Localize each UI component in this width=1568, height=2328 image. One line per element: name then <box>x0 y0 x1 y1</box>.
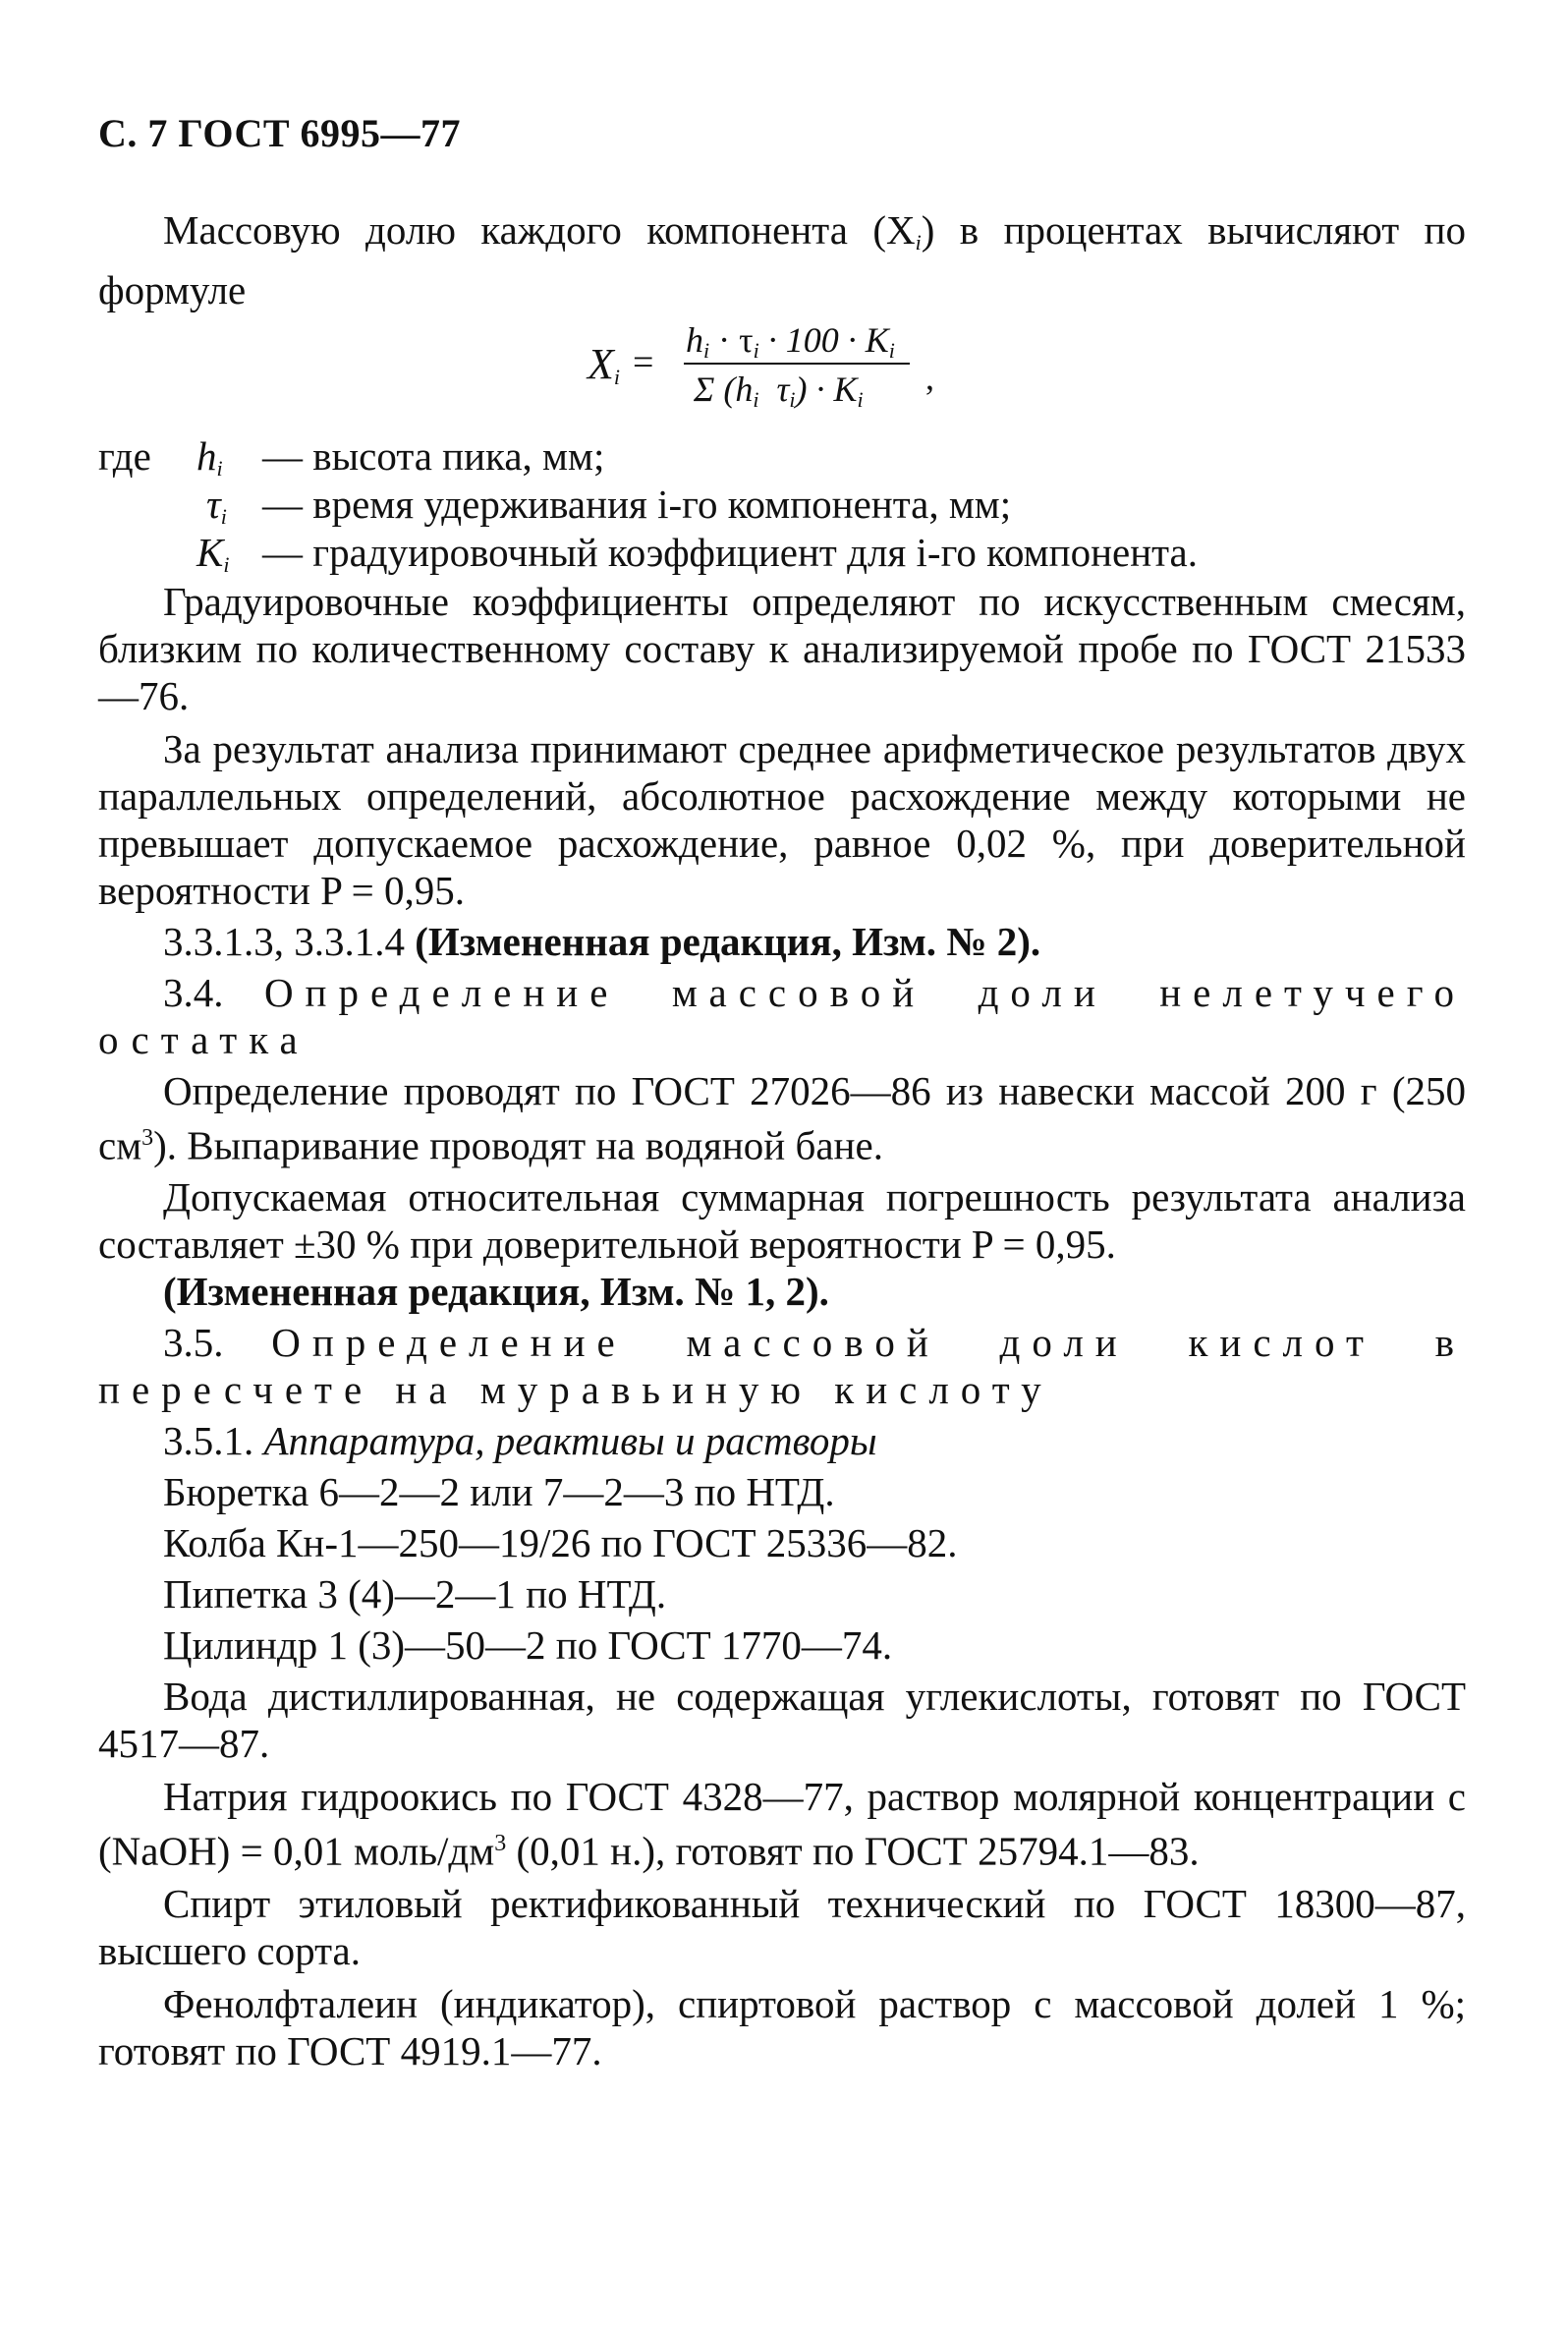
formula-numerator: $h_i \cdot \tau_i \cdot 100 \cdot K_i$ <box>686 320 895 363</box>
paragraph: Градуировочные коэффициенты определяют по искусственным смесям, близким по количественному составу к анализируемой пробе по ГОСТ 21533—76. <box>98 579 1466 718</box>
list-item: Цилиндр 1 (3)—50—2 по ГОСТ 1770—74. <box>163 1621 893 1668</box>
paragraph: Допускаемая относительная суммарная погрешность результата анализа составляет ±30 % при доверительной вероятности P = 0,95. <box>98 1173 1466 1267</box>
page-reference: С. 7 ГОСТ 6995—77 <box>98 111 462 155</box>
paragraph: Фенолфталеин (индикатор), спиртовой раствор с массовой долей 1 %; готовят по ГОСТ 4919.1—77. <box>98 1981 1466 2074</box>
paragraph: 3.3.1.3, 3.3.1.4 (Измененная редакция, Изм. № 2). <box>163 919 1041 964</box>
main-body <box>98 578 1466 2074</box>
where-word: где <box>98 433 151 479</box>
legend-desc: — градуировочный коэффициент для i-го компонента. <box>262 530 1199 575</box>
list-item: Пипетка 3 (4)—2—1 по НТД. <box>163 1570 667 1617</box>
formula-denominator: Σ ($h_i$ $\tau_i) \cdot K_i$ <box>694 369 864 412</box>
legend-desc: — высота пика, мм; <box>262 433 605 479</box>
formula-fraction-bar <box>684 363 910 365</box>
paragraph: (Измененная редакция, Изм. № 1, 2). <box>163 1268 829 1314</box>
legend-symbol: $\tau_i$ <box>206 482 227 529</box>
section-heading: 3.5. Определение массовой доли кислот в пересчете на муравьиную кислоту <box>98 1319 1466 1412</box>
document-page: С. 7 ГОСТ 6995—77 Массовую долю каждого компонента $(X_i)$ в процентах вычисляют по формуле $X_i$ = $h_i \cdot \tau_i \cdot 100 \cdot K_i$ Σ ($h_i$ $\tau_i) \cdot K_i$ , где $h_i$ — высота пика, мм; $\tau_i$ — время удерживания i-го компонента, мм; $K_i$ — градуировочный коэффициент для i-го компонента. Градуировочные коэффициенты определяют по искусственным смесям, близким по количественному составу к анализируемой пробе по ГОСТ 21533—76. За результат анализа принимают среднее арифметическое результатов двух параллельных определений, абсолютное расхождение между которыми не превышает допускаемое расхождение, равное 0,02 %, при доверительной вероятности P = 0,95. 3.3.1.3, 3.3.1.4 (Измененная редакция, Изм. № 2). 3.4. Определение массовой доли нелетучего остатка Определение проводят по ГОСТ 27026—86 из навески массой 200 г (250 $см^3$). Выпаривание проводят на водяной бане. Допускаемая относительная суммарная погрешность результата анализа составляет ±30 % при доверительной вероятности P = 0,95. (Измененная редакция, Изм. № 1, 2). 3.5. Определение массовой доли кислот в пересчете на муравьиную кислоту 3.5.1. Аппаратура, реактивы и растворы Бюретка 6—2—2 или 7—2—3 по НТД. Колба Кн-1—250—19/26 по ГОСТ 25336—82. Пипетка 3 (4)—2—1 по НТД. Цилиндр 1 (3)—50—2 по ГОСТ 1770—74. Вода дистиллированная, не содержащая углекислоты, готовят по ГОСТ 4517—87. Натрия гидроокись по ГОСТ 4328—77, раствор молярной концентрации c (NaOH) = 0,01 моль/$дм^3$ (0,01 н.), готовят по ГОСТ 25794.1—83. Спирт этиловый ректификованный технический по ГОСТ 18300—87, высшего сорта. Фенолфталеин (индикатор), спиртовой раствор с массовой долей 1 %; готовят по ГОСТ 4919.1—77. <box>98 111 1467 2074</box>
page-header <box>98 110 461 156</box>
list-item: Колба Кн-1—250—19/26 по ГОСТ 25336—82. <box>163 1519 958 1565</box>
paragraph: Вода дистиллированная, не содержащая углекислоты, готовят по ГОСТ 4517—87. <box>98 1673 1466 1766</box>
legend-symbol: $K_i$ <box>196 530 230 577</box>
legend-desc: — время удерживания i-го компонента, мм; <box>262 482 1012 527</box>
legend-symbol: $h_i$ <box>196 433 223 481</box>
intro-text: Массовую долю каждого компонента (X <box>163 207 916 253</box>
paragraph: Определение проводят по ГОСТ 27026—86 из навески массой 200 г (250 $см^3$). Выпаривание проводят на водяной бане. <box>98 1068 1466 1168</box>
list-item: Бюретка 6—2—2 или 7—2—3 по НТД. <box>163 1468 835 1514</box>
intro-paragraph: Массовую долю каждого компонента $(X_i)$ в процентах вычисляют по формуле <box>98 207 1466 312</box>
formula-equals: = <box>633 342 654 383</box>
section-heading: 3.4. Определение массовой доли нелетучего остатка <box>98 970 1467 1062</box>
intro-end: ) в процентах вычисляют по формуле <box>98 207 1466 312</box>
paragraph: За результат анализа принимают среднее арифметическое результатов двух параллельных определений, абсолютное расхождение между которыми не превышает допускаемое расхождение, равное 0,02 %, при доверительной вероятности P = 0,95. <box>98 726 1466 913</box>
formula-lhs: $X_i$ <box>588 340 621 389</box>
paragraph: Натрия гидроокись по ГОСТ 4328—77, раствор молярной концентрации c (NaOH) = 0,01 моль/$дм^3$ (0,01 н.), готовят по ГОСТ 25794.1—83. <box>98 1773 1466 1874</box>
paragraph: Спирт этиловый ректификованный технический по ГОСТ 18300—87, высшего сорта. <box>98 1881 1466 1974</box>
subsection-heading: 3.5.1. Аппаратура, реактивы и растворы <box>163 1417 877 1463</box>
